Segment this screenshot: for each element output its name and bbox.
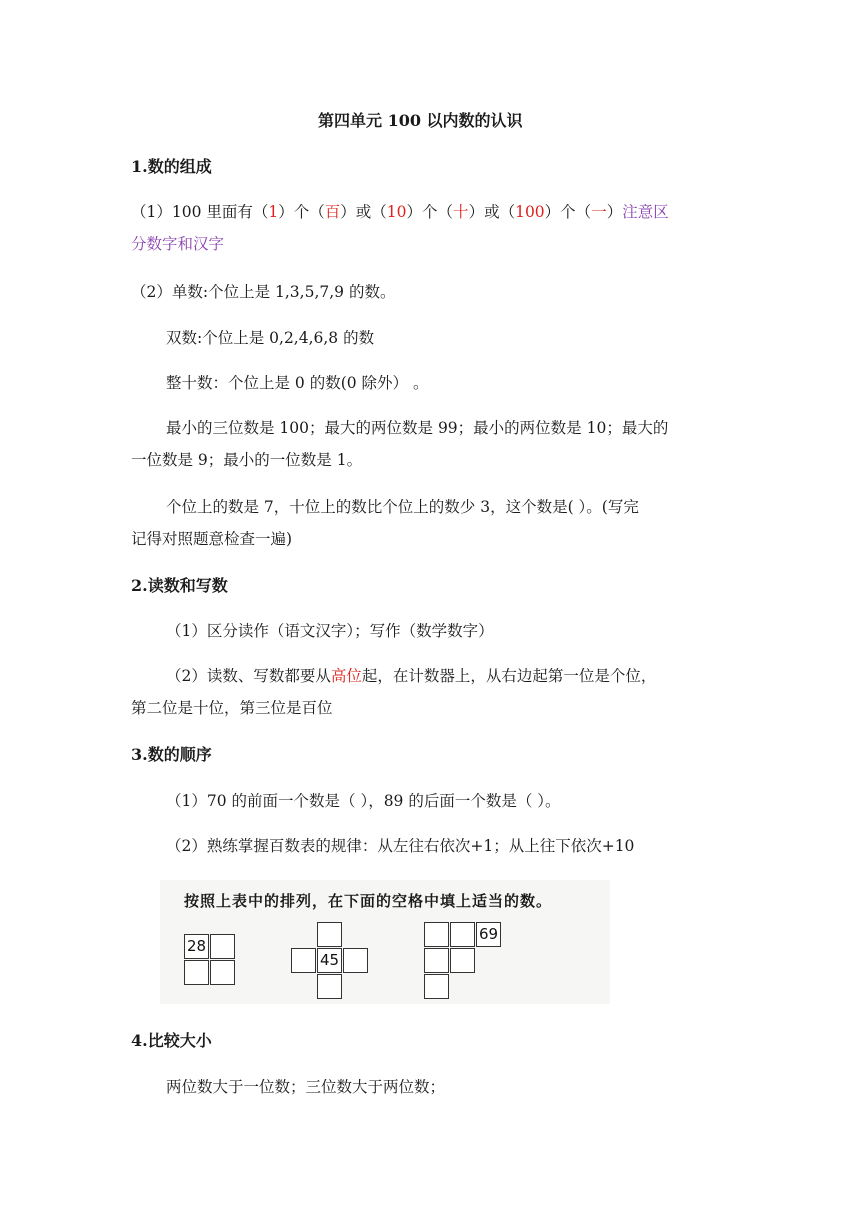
grid3-cell <box>424 922 449 947</box>
section-2-heading: 2.读数和写数 <box>131 576 228 595</box>
hundred-chart-exercise-image <box>160 880 610 1004</box>
min-max-line-2: 一位数是 9；最小的一位数是 1。 <box>131 451 363 469</box>
read-write-line-3: 第二位是十位，第三位是百位 <box>131 699 333 717</box>
grid1-cell <box>210 934 235 959</box>
page-title: 第四单元 100 以内数的认识 <box>318 111 523 130</box>
odd-numbers-line: （2）单数:个位上是 1,3,5,7,9 的数。 <box>131 283 396 301</box>
grid2-cell <box>317 922 342 947</box>
section-4-heading: 4.比较大小 <box>131 1031 212 1050</box>
section-3-heading: 3.数的顺序 <box>131 745 212 764</box>
min-max-line-1: 最小的三位数是 100；最大的两位数是 99；最小的两位数是 10；最大的 <box>166 419 669 437</box>
question-line-1: 个位上的数是 7，十位上的数比个位上的数少 3，这个数是( ）。(写完 <box>166 498 639 516</box>
note-text: 注意区 <box>622 203 669 221</box>
grid3-cell <box>450 922 475 947</box>
grid1-cell: 28 <box>184 934 209 959</box>
grid3-cell <box>450 948 475 973</box>
order-line-1: （1）70 的前面一个数是（ ），89 的后面一个数是（ ）。 <box>166 792 561 810</box>
question-line-2: 记得对照题意检查一遍) <box>131 530 293 548</box>
section-1-heading: 1.数的组成 <box>131 157 212 176</box>
grid2-cell <box>291 948 316 973</box>
grid3-cell <box>424 974 449 999</box>
grid2-cell <box>343 948 368 973</box>
read-write-line-1: （1）区分读作（语文汉字）；写作（数学数字） <box>166 622 494 640</box>
exercise-caption: 按照上表中的排列，在下面的空格中填上适当的数。 <box>184 892 553 910</box>
grid2-cell <box>317 974 342 999</box>
grid3-cell: 69 <box>476 922 501 947</box>
grid1-cell <box>184 960 209 985</box>
order-line-2: （2）熟练掌握百数表的规律：从左往右依次+1；从上往下依次+10 <box>166 837 635 855</box>
note-text-cont: 分数字和汉字 <box>131 235 225 253</box>
read-write-line-2: （2）读数、写数都要从高位起，在计数器上，从右边起第一位是个位， <box>166 667 657 685</box>
grid2-cell: 45 <box>317 948 342 973</box>
even-numbers-line: 双数:个位上是 0,2,4,6,8 的数 <box>166 329 375 347</box>
composition-line-1: （1）100 里面有（1）个（百）或（10）个（十）或（100）个（一）注意区 <box>131 203 669 221</box>
compare-line-1: 两位数大于一位数；三位数大于两位数； <box>166 1078 446 1096</box>
whole-tens-line: 整十数：个位上是 0 的数(0 除外） 。 <box>166 374 429 392</box>
grid3-cell <box>424 948 449 973</box>
grid1-cell <box>210 960 235 985</box>
